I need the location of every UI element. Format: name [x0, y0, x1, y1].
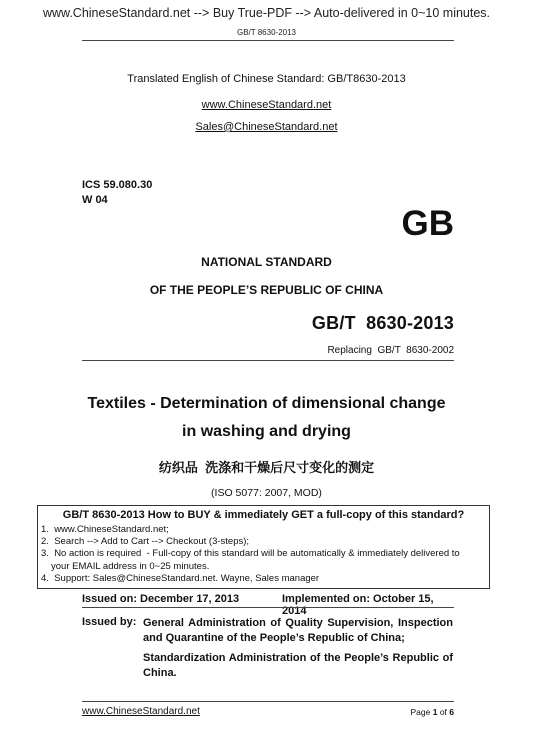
footer-website-link[interactable]: www.ChineseStandard.net	[82, 706, 200, 717]
issuer-aqsiq: General Administration of Quality Supervision, Inspection and Quarantine of the People’s Republic of China;	[143, 617, 453, 644]
iso-reference: (ISO 5077: 2007, MOD)	[211, 487, 322, 499]
title-divider	[82, 360, 454, 361]
replacing-note: Replacing GB/T 8630-2002	[327, 345, 454, 356]
header-divider	[82, 40, 454, 41]
buy-instructions-box	[37, 505, 490, 589]
email-link-row	[0, 117, 533, 135]
page-of: of	[437, 707, 450, 717]
classification-codes	[82, 178, 152, 208]
issuer-sac: Standardization Administration of the People’s Republic of China.	[143, 652, 453, 679]
page-indicator	[411, 707, 455, 717]
buy-step-2: 2. Search --> Add to Cart --> Checkout (3-steps);	[41, 536, 250, 548]
title-line-1: Textiles - Determination of dimensional change	[87, 395, 446, 412]
website-link-row	[0, 95, 533, 113]
buy-step-4: 4. Support: Sales@ChineseStandard.net. Wayne, Sales manager	[41, 572, 320, 584]
page-prefix: Page	[410, 707, 433, 717]
buy-step-1[interactable]: 1. www.ChineseStandard.net;	[41, 524, 169, 535]
title-line-2: in washing and drying	[182, 423, 351, 440]
email-link[interactable]: Sales@ChineseStandard.net	[195, 121, 338, 133]
dates-divider	[82, 607, 454, 608]
issued-by-label: Issued by:	[82, 616, 137, 628]
translated-line: Translated English of Chinese Standard: GB/T8630-2013	[127, 73, 406, 85]
buy-step-3: 3. No action is required - Full-copy of this standard will be automatically & immediately delivered to	[41, 548, 460, 560]
w-code: W 04	[82, 194, 108, 206]
gb-mark: GB	[401, 204, 454, 243]
national-standard-heading: NATIONAL STANDARD	[201, 255, 332, 269]
top-banner: www.ChineseStandard.net --> Buy True-PDF --> Auto-delivered in 0~10 minutes.	[42, 6, 491, 20]
issued-on-date: Issued on: December 17, 2013	[82, 593, 240, 605]
standard-number: GB/T 8630-2013	[311, 313, 454, 333]
ics-code: ICS 59.080.30	[82, 179, 153, 191]
chinese-title: 纺织品 洗涤和干燥后尺寸变化的测定	[158, 460, 375, 475]
header-standard-number: GB/T 8630-2013	[236, 28, 296, 37]
peoples-republic-heading: OF THE PEOPLE’S REPUBLIC OF CHINA	[149, 283, 384, 297]
buy-step-3-continued: your EMAIL address in 0~25 minutes.	[51, 560, 210, 572]
buy-box-title: GB/T 8630-2013 How to BUY & immediately GET a full-copy of this standard?	[62, 509, 465, 521]
implemented-on-date: Implemented on: October 15, 2014	[282, 593, 434, 617]
page-current: 1	[432, 707, 438, 717]
page-total: 6	[449, 707, 454, 717]
footer-divider	[82, 701, 454, 702]
website-link[interactable]: www.ChineseStandard.net	[201, 99, 332, 111]
